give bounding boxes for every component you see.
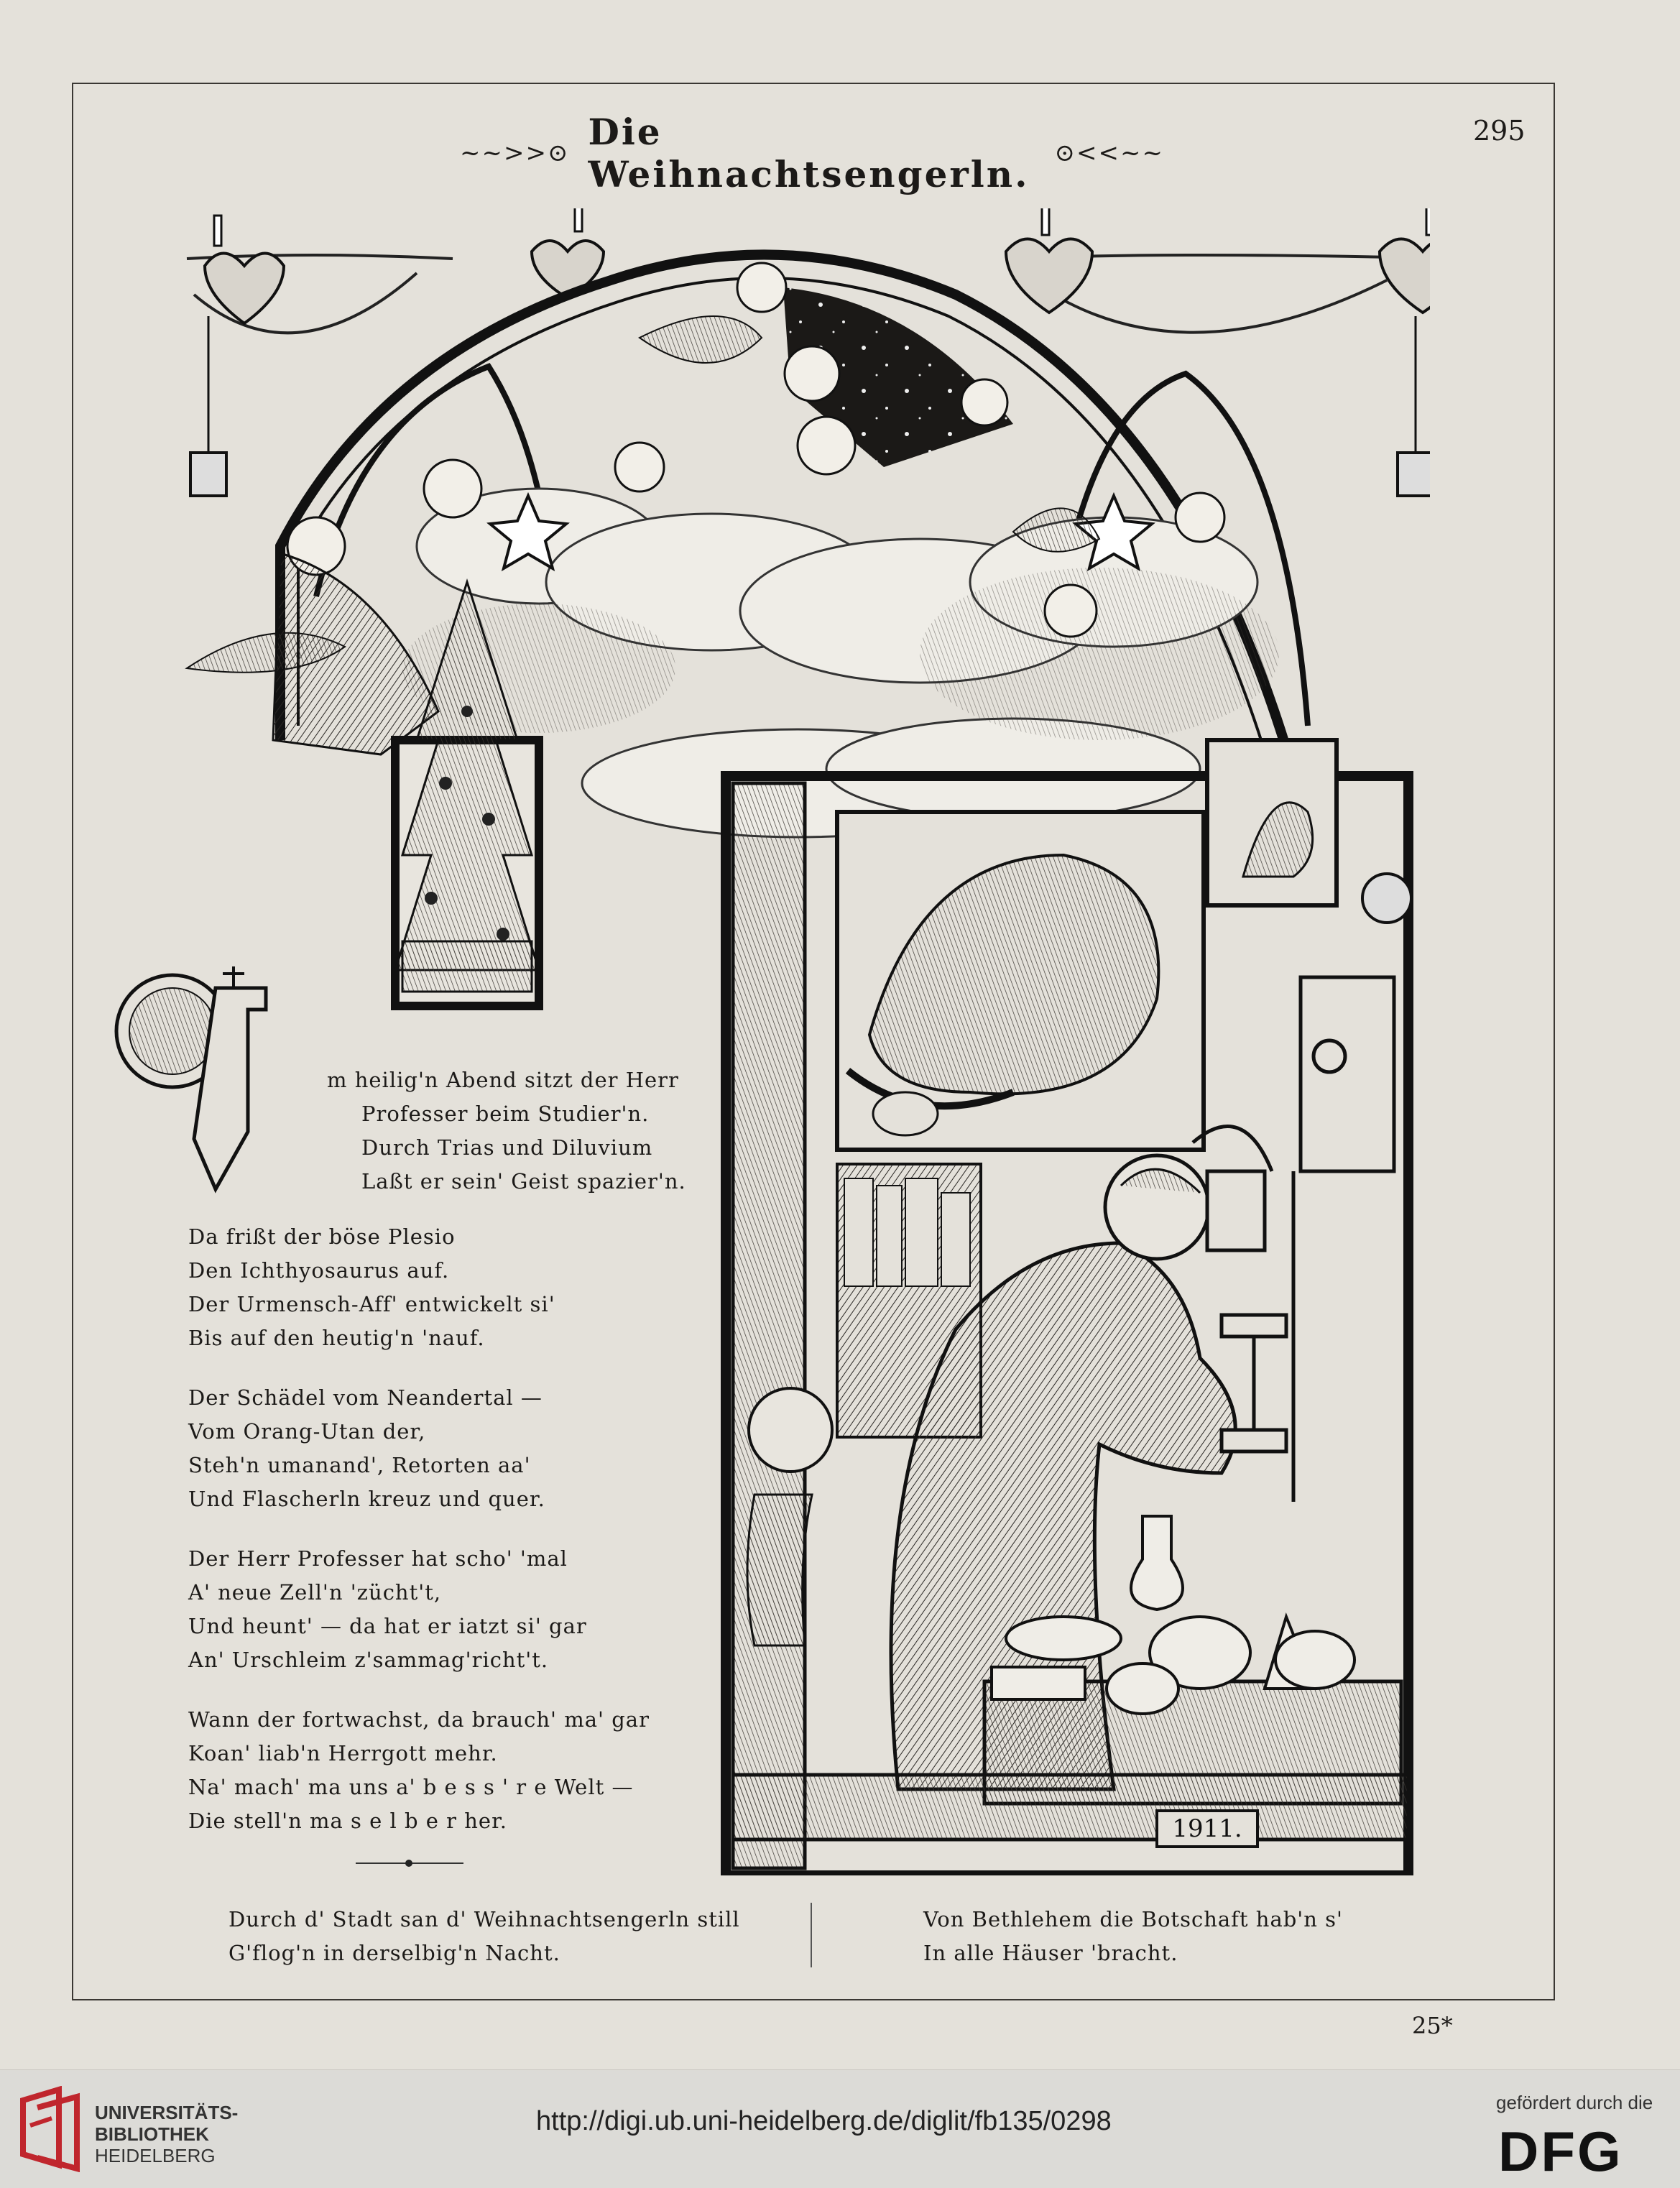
funded-by-label: gefördert durch die [1496, 2092, 1653, 2113]
elephant-figurine [873, 1092, 938, 1135]
year-label: 1911. [1172, 1814, 1242, 1843]
heart-ornament-right2 [1380, 239, 1430, 313]
library-name-line: UNIVERSITÄTS- [95, 2102, 239, 2123]
page-title: Die Weihnachtsengerln. [588, 111, 1030, 195]
verse-line: Und Flascherln kreuz und quer. [188, 1487, 545, 1511]
verse-line: In alle Häuser 'bracht. [923, 1941, 1178, 1965]
verse-line: Durch d' Stadt san d' Weihnachtsengerln still [229, 1907, 740, 1931]
library-name[interactable] [95, 2102, 238, 2166]
verse-line: Steh'n umanand', Retorten aa' [188, 1453, 531, 1477]
lower-ornament-band [733, 1775, 1408, 1840]
library-name-line: HEIDELBERG [95, 2145, 216, 2166]
nativity-scene [402, 941, 532, 992]
verse-line: Der Herr Professer hat scho' 'mal [188, 1546, 568, 1571]
verse-line: Bis auf den heutig'n 'nauf. [188, 1326, 485, 1350]
stanza-1 [327, 1063, 686, 1199]
door-frame [733, 783, 805, 1868]
verse-line: Den Ichthyosaurus auf. [188, 1258, 450, 1283]
stanza-4 [188, 1542, 587, 1677]
column-divider [811, 1903, 812, 1967]
verse-line: Koan' liab'n Herrgott mehr. [188, 1741, 498, 1765]
page-number: 295 [1473, 115, 1526, 147]
closing-stanza-right [923, 1903, 1343, 1970]
dfg-logo[interactable]: DFG [1498, 2120, 1623, 2183]
verse-line: Laßt er sein' Geist spazier'n. [361, 1169, 686, 1194]
library-name-line: BIBLIOTHEK [95, 2123, 209, 2145]
stanza-2 [188, 1220, 555, 1355]
microscope [1222, 1315, 1286, 1451]
verse-line: An' Urschleim z'sammag'richt't. [188, 1648, 549, 1672]
candles [214, 208, 1430, 246]
verse-line: Der Schädel vom Neandertal — [188, 1385, 543, 1410]
hanging-tag-left [190, 453, 226, 496]
verse-line: Na' mach' ma uns a' b e s s ' r e Welt — [188, 1775, 634, 1799]
signature-mark: 25* [1412, 2012, 1453, 2039]
title-row [460, 111, 1164, 195]
verse-line: Durch Trias und Diluvium [361, 1135, 653, 1160]
stanza-3 [188, 1381, 545, 1516]
closing-stanza-left [229, 1903, 740, 1970]
hanging-tag-right [1398, 453, 1430, 496]
viewer-footer [0, 2069, 1680, 2188]
verse-line: G'flog'n in derselbig'n Nacht. [229, 1941, 560, 1965]
verse-line: Professer beim Studier'n. [361, 1102, 650, 1126]
decorative-initial-letter [108, 959, 345, 1196]
separator-dot [405, 1860, 412, 1867]
owl-carving [1362, 874, 1411, 923]
verse-line: Die stell'n ma s e l b e r her. [188, 1809, 507, 1833]
verse-line: Der Urmensch-Aff' entwickelt si' [188, 1292, 555, 1316]
verse-line: m heilig'n Abend sitzt der Herr [327, 1068, 679, 1092]
verse-line: A' neue Zell'n 'zücht't, [188, 1580, 442, 1605]
page-url-link[interactable]: http://digi.ub.uni-heidelberg.de/diglit/fb135/0298 [536, 2106, 1112, 2136]
verse-line: Wann der fortwachst, da brauch' ma' gar [188, 1707, 650, 1732]
child-peeking-head [749, 1388, 832, 1472]
verse-line: Vom Orang-Utan der, [188, 1419, 426, 1444]
title-ornament-right: ⊙<<~~ [1054, 139, 1164, 167]
verse-line: Und heunt' — da hat er iatzt si' gar [188, 1614, 587, 1638]
heart-ornament-right1 [1006, 239, 1092, 313]
title-ornament-left: ~~>>⊙ [460, 139, 570, 167]
stanza-5 [188, 1703, 650, 1838]
verse-line: Da frißt der böse Plesio [188, 1224, 456, 1249]
university-library-logo-icon[interactable] [16, 2086, 88, 2172]
verse-line: Von Bethlehem die Botschaft hab'n s' [923, 1907, 1344, 1931]
